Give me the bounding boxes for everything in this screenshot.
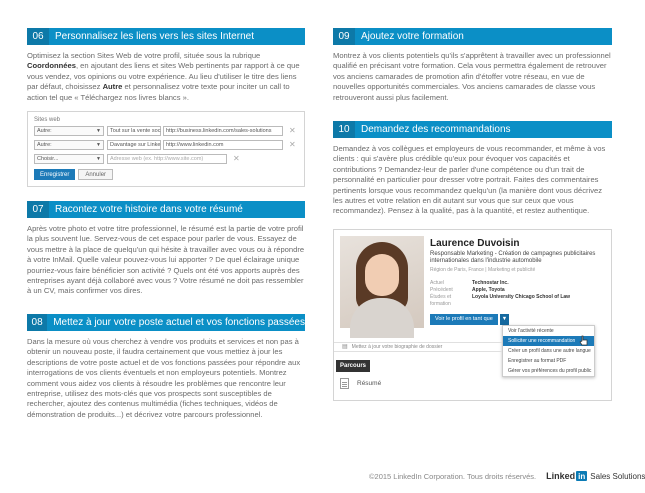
- remove-icon[interactable]: ✕: [289, 140, 296, 150]
- bold-text: Autre: [102, 82, 123, 92]
- logo-text: Linked: [546, 471, 576, 481]
- chevron-down-icon[interactable]: ▼: [500, 314, 509, 325]
- summary-item[interactable]: [340, 378, 381, 389]
- profile-dropdown-menu: [502, 325, 595, 377]
- profile-update-bar: [334, 342, 502, 352]
- footer: [369, 471, 645, 481]
- form-buttons: [34, 169, 113, 180]
- website-url-input[interactable]: Adresse web (ex. http://www.site.com): [107, 154, 227, 164]
- websites-form: [27, 111, 305, 187]
- info-value: Apple, Toyota: [472, 286, 505, 293]
- logo-in-badge: in: [578, 471, 586, 481]
- info-label: Précédent: [430, 286, 453, 293]
- website-type-select[interactable]: [34, 140, 104, 150]
- copyright-text: ©2015 LinkedIn Corporation. Tous droits réservés.: [369, 471, 537, 481]
- section-number: 06: [27, 28, 49, 45]
- website-row: [34, 139, 298, 150]
- section-header: [27, 201, 305, 218]
- profile-photo: [340, 236, 424, 328]
- caret-down-icon: ▼: [96, 155, 101, 162]
- section-10: [333, 121, 612, 401]
- remove-icon[interactable]: ✕: [233, 154, 240, 164]
- section-number: 07: [27, 201, 49, 218]
- caret-down-icon: ▼: [96, 127, 101, 134]
- menu-item-save-pdf[interactable]: Enregistrer au format PDF: [508, 357, 567, 364]
- section-title: Demandez des recommandations: [355, 121, 612, 138]
- text-part: , en ajoutant des liens et sites Web pertinents par rapport à ce que vous vendez, vos opinions ou votre expérience. Au lieu d'utiliser le titre des liens par défaut, choisissez: [27, 61, 300, 92]
- menu-item-public-profile[interactable]: Gérer vos préférences du profil public: [508, 367, 592, 374]
- info-row: [430, 280, 608, 287]
- caret-down-icon: ▼: [96, 141, 101, 148]
- section-09: [333, 28, 612, 103]
- website-row-empty: [34, 153, 298, 164]
- info-row: [430, 287, 608, 294]
- select-value: Autre:: [37, 141, 52, 148]
- edit-icon: ▤: [342, 344, 348, 351]
- select-value: Choisir...: [37, 155, 59, 162]
- menu-item-other-language[interactable]: Créer un profil dans une autre langue: [508, 347, 591, 354]
- view-profile-as-button[interactable]: Voir le profil en tant que: [430, 314, 498, 325]
- website-name-input[interactable]: Tout sur la vente soc: [107, 126, 161, 136]
- select-value: Autre:: [37, 127, 52, 134]
- info-row: [430, 294, 608, 308]
- info-value: Loyola University Chicago School of Law: [472, 293, 571, 300]
- text-part: et personnalisez votre texte pour inciter un call to action tel que « Téléchargez nos livres blancs ».: [27, 82, 290, 102]
- website-type-select[interactable]: [34, 154, 104, 164]
- info-label: Études et formation: [430, 293, 452, 307]
- remove-icon[interactable]: ✕: [289, 126, 296, 136]
- info-value: Technostar Inc.: [472, 279, 509, 286]
- save-button[interactable]: Enregistrer: [34, 169, 75, 180]
- profile-info: [430, 280, 608, 308]
- section-text: Après votre photo et votre titre professionnel, le résumé est la partie de votre profil la plus souvent lue. Servez-vous de cet espace pour parler de vous. Essayez de vous mettre à la place de quelqu'un qui hésite à travailler avec vous ou à répondre à votre InMail. Quelle valeur pouvez-vous lui apporter ? De quel éclairage unique pourriez-vous faire bénéficier son activité ? Quels ont été vos apports auprès des entreprises ayant déjà collaboré avec vous ? Votre résumé ne doit pas ressembler à un CV, mais confirmer vos dires.: [27, 224, 305, 296]
- logo-product: Sales Solutions: [590, 471, 645, 481]
- section-header: [27, 28, 305, 45]
- bold-text: Coordonnées: [27, 61, 76, 71]
- section-number: 08: [27, 314, 47, 331]
- profile-headline: Responsable Marketing - Création de campagnes publicitaires internationales dans l'industrie automobile: [430, 250, 596, 265]
- profile-location: Région de Paris, France | Marketing et publicité: [430, 266, 536, 273]
- section-text: Demandez à vos collègues et employeurs de vous recommander, et même à vos clients : qui s'avère plus crédible qu'eux pour évoquer vos capacités et contributions ? Demandez-leur de parler d'une compétence ou d'un trait de personnalité en particulier pour dresser votre portrait. Faites des commentaires pertinents lorsque vous recommandez quelqu'un (la manière dont vous décrivez les autres et votre relation en dit autant sur vous que sur ceux que vous recommandez). Pensez à la qualité, pas à la quantité, et restez authentique.: [333, 144, 606, 216]
- text-part: Optimisez la section Sites Web de votre profil, située sous la rubrique: [27, 51, 261, 60]
- website-name-input[interactable]: Davantage sur Linke: [107, 140, 161, 150]
- section-08: [27, 314, 305, 420]
- section-text: Montrez à vos clients potentiels qu'ils s'apprêtent à travailler avec un professionnel qualifié en précisant votre formation. Cela vous permettra également de retrouver vos anciens camarades de promotion afin d'étoffer votre réseau, en vue de nouvelles opportunités commerciales. Vos anciens camarades de classe vous retrouveront aussi plus facilement.: [333, 51, 611, 102]
- section-number: 09: [333, 28, 355, 45]
- profile-card: [333, 229, 612, 401]
- section-text: Dans la mesure où vous cherchez à vendre vos produits et services et non pas à obtenir un nouveau poste, il faudra certainement que vous mettiez à jour les descriptions de votre poste actuel et de vos fonctions passées pour répondre aux interrogations de vos clients éventuels et non employeurs potentiels. Montrez comment vous aidez vos clients à résoudre les problèmes que rencontre leur entreprise, utilisez des mots-clés que vos prospects sont susceptibles de rechercher, ajoutez des contenus multimédia (fiches techniques, vidéos de démonstration de produits...) et décrivez votre parcours professionnel.: [27, 336, 301, 419]
- section-title: Ajoutez votre formation: [355, 28, 612, 45]
- menu-item-recent-activity[interactable]: Voir l'activité récente: [508, 327, 554, 334]
- menu-item-ask-recommendation[interactable]: Solliciter une recommandation: [503, 336, 594, 346]
- summary-label: Résumé: [357, 379, 382, 387]
- section-header: [333, 28, 612, 45]
- cancel-button[interactable]: Annuler: [78, 169, 113, 180]
- section-title: Mettez à jour votre poste actuel et vos fonctions passées: [47, 314, 305, 331]
- website-type-select[interactable]: [34, 126, 104, 136]
- website-url-input[interactable]: http://www.linkedin.com: [163, 140, 283, 150]
- hand-cursor-icon: [580, 336, 588, 346]
- info-label: Actuel: [430, 279, 444, 286]
- document-icon: [340, 378, 349, 389]
- section-title: Personnalisez les liens vers les sites Internet: [49, 28, 305, 45]
- section-06: [27, 28, 305, 187]
- website-url-input[interactable]: http://business.linkedin.com/sales-solutions: [163, 126, 283, 136]
- section-text: [27, 51, 305, 103]
- linkedin-logo: [546, 471, 645, 481]
- section-title: Racontez votre histoire dans votre résumé: [49, 201, 305, 218]
- photo-face: [365, 254, 399, 296]
- section-07: [27, 201, 305, 297]
- update-bar-text: Mettez à jour votre biographie de dossier: [351, 343, 443, 350]
- right-column: [333, 28, 612, 401]
- left-column: [27, 28, 305, 420]
- section-header: [333, 121, 612, 138]
- section-number: 10: [333, 121, 355, 138]
- background-tab[interactable]: Parcours: [336, 360, 370, 372]
- section-header: [27, 314, 305, 331]
- websites-label: Sites web: [34, 117, 61, 124]
- profile-name: Laurence Duvoisin: [430, 237, 520, 249]
- website-row: [34, 125, 298, 136]
